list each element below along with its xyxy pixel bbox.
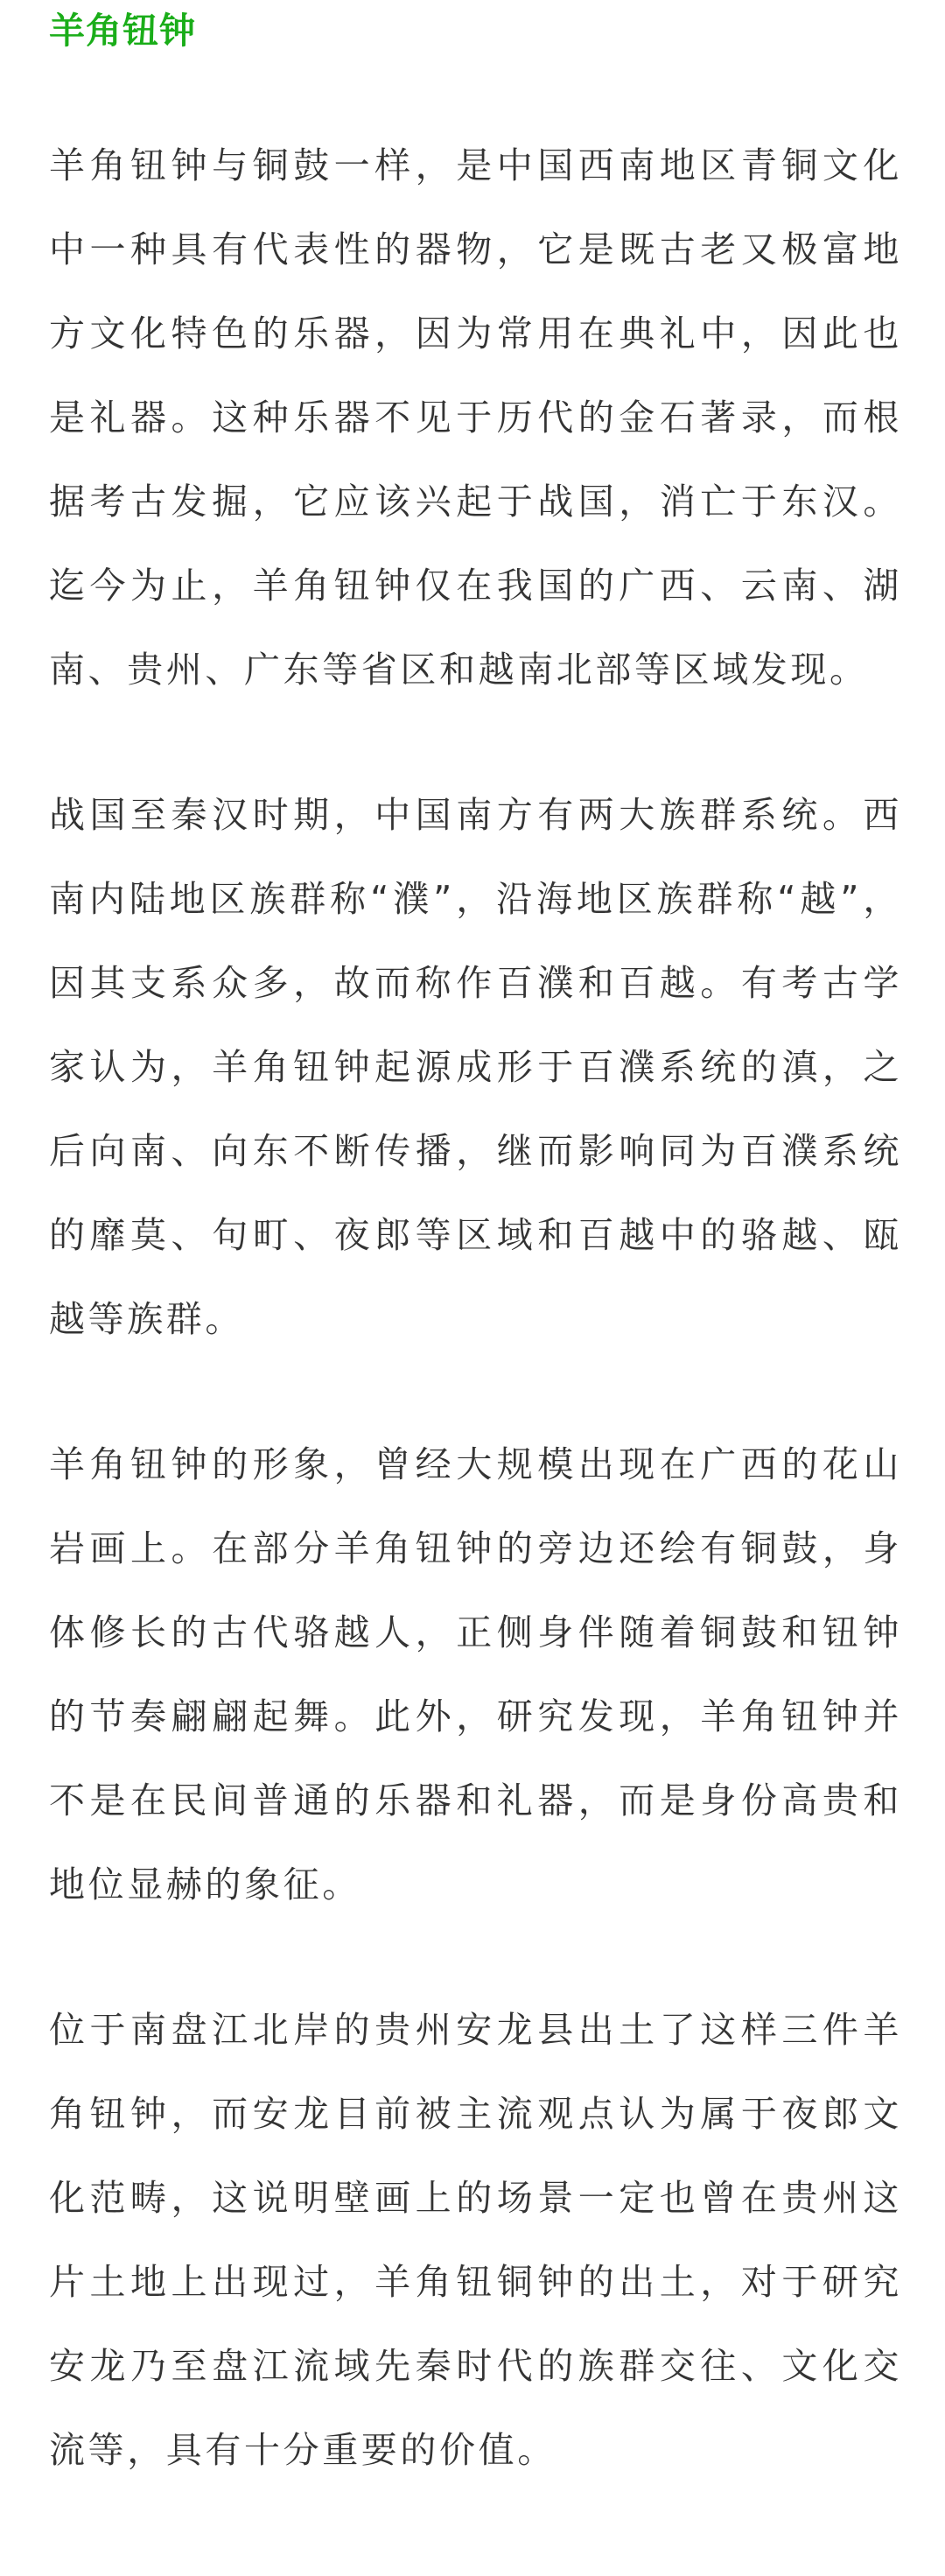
paragraph-1: 羊角钮钟与铜鼓一样，是中国西南地区青铜文化中一种具有代表性的器物，它是既古老又极富地方文化特色的乐器，因为常用在典礼中，因此也是礼器。这种乐器不见于历代的金石著录，而根据考古发掘，它应该兴起于战国，消亡于东汉。迄今为止，羊角钮钟仅在我国的广西、云南、湖南、贵州、广东等省区和越南北部等区域发现。 (49, 144, 902, 691)
paragraph-2: 战国至秦汉时期，中国南方有两大族群系统。西南内陆地区族群称“濮”，沿海地区族群称“越”，因其支系众多，故而称作百濮和百越。有考古学家认为，羊角钮钟起源成形于百濮系统的滇，之后向南、向东不断传播，继而影响同为百濮系统的靡莫、句町、夜郎等区域和百越中的骆越、瓯越等族群。 (49, 794, 902, 1340)
article-title: 羊角钮钟 (49, 10, 196, 52)
paragraph-3: 羊角钮钟的形象，曾经大规模出现在广西的花山岩画上。在部分羊角钮钟的旁边还绘有铜鼓，身体修长的古代骆越人，正侧身伴随着铜鼓和钮钟的节奏翩翩起舞。此外，研究发现，羊角钮钟并不是在民间普通的乐器和礼器，而是身份高贵和地位显赫的象征。 (49, 1443, 902, 1906)
article (49, 0, 902, 2492)
paragraph-4: 位于南盘江北岸的贵州安龙县出土了这样三件羊角钮钟，而安龙目前被主流观点认为属于夜郎文化范畴，这说明壁画上的场景一定也曾在贵州这片土地上出现过，羊角钮铜钟的出土，对于研究安龙乃至盘江流域先秦时代的族群交往、文化交流等，具有十分重要的价值。 (49, 2009, 902, 2471)
